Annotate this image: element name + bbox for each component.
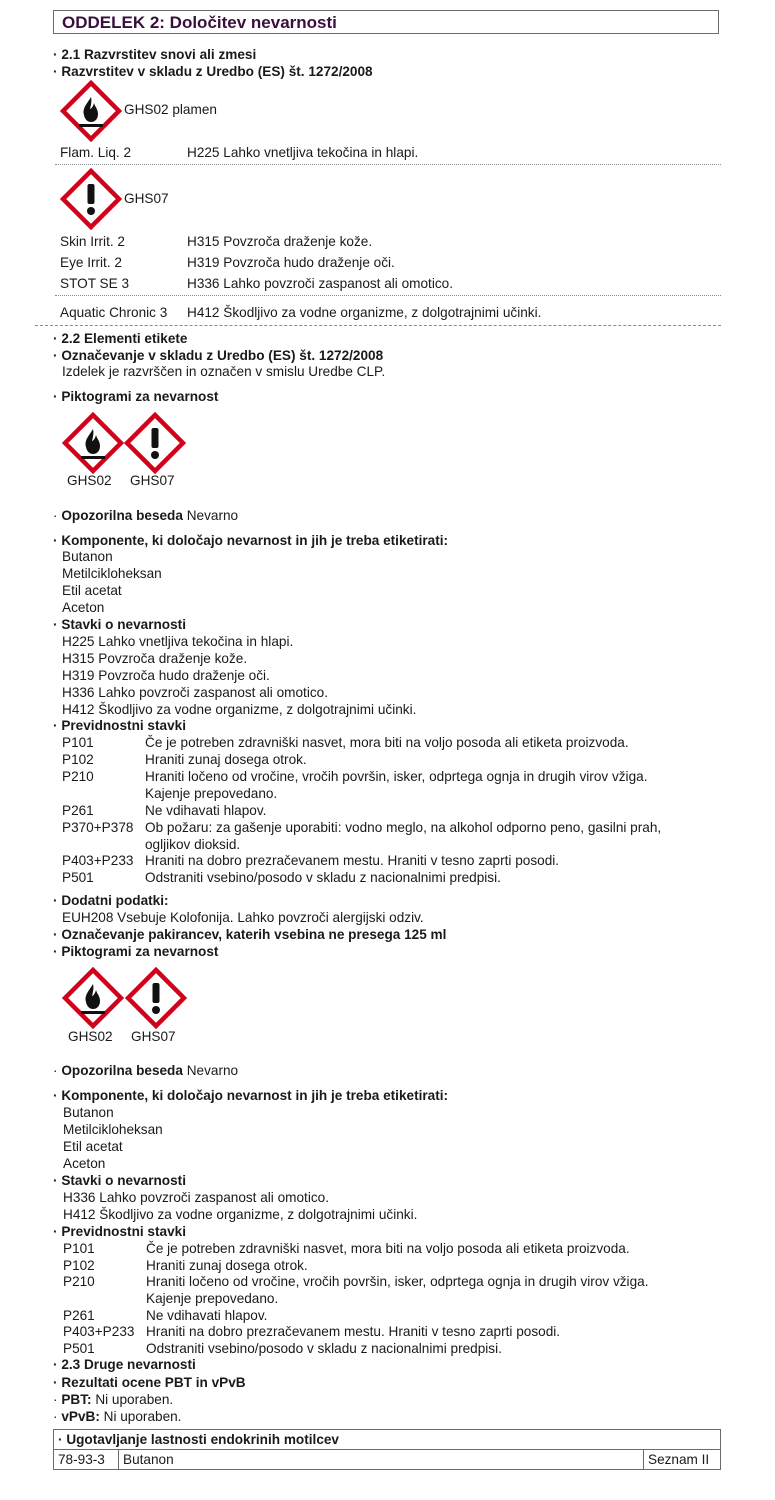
- hazard-statement: H336 Lahko povzroči zaspanost ali omotico.: [63, 1190, 329, 1205]
- precaution-text: Ob požaru: za gašenje uporabiti: vodno meglo, na alkohol odporno peno, gasilni prah,: [145, 820, 662, 835]
- precaution-code: P101: [63, 1241, 95, 1256]
- cas-cell: 78-93-3: [54, 1450, 119, 1470]
- precaution-code: P102: [63, 1258, 95, 1273]
- precaution-title: · Previdnostni stavki: [53, 718, 186, 733]
- s22-title: · 2.2 Elementi etikete: [53, 331, 188, 346]
- ghs07-exclamation-icon: [60, 168, 122, 230]
- precaution-code: P370+P378: [62, 820, 134, 835]
- s21-subtitle: · Razvrstitev v skladu z Uredbo (ES) št. 1272/2008: [53, 64, 373, 79]
- precaution-text: Ne vdihavati hlapov.: [145, 803, 267, 818]
- precaution-text: Hraniti zunaj dosega otrok.: [145, 752, 307, 767]
- precaution-text-cont: Kajenje prepovedano.: [145, 786, 278, 801]
- hazard-statement: H412 Škodljivo za vodne organizme, z dolgotrajnimi učinki.: [62, 702, 417, 717]
- precaution-text: Hraniti ločeno od vročine, vročih površin, isker, odprtega ognja in drugih virov vžiga.: [145, 769, 648, 784]
- section-title: ODDELEK 2: Določitev nevarnosti: [62, 13, 337, 32]
- precaution-text: Če je potreben zdravniški nasvet, mora biti na voljo posoda ali etiketa proizvoda.: [145, 735, 629, 750]
- pbt-title: · Rezultati ocene PBT in vPvB: [53, 1375, 246, 1390]
- pictogram-label: GHS07: [130, 473, 175, 488]
- precaution-code: P210: [63, 1274, 95, 1289]
- endocrine-title: · Ugotavljanje lastnosti endokrinih motilcev: [54, 1430, 721, 1450]
- pbt-line: · PBT: Ni uporaben.: [53, 1392, 174, 1407]
- class-code: Eye Irrit. 2: [60, 255, 122, 270]
- class-text: H412 Škodljivo za vodne organizme, z dolgotrajnimi učinki.: [187, 305, 542, 320]
- component-item: Metilcikloheksan: [63, 1122, 163, 1137]
- class-text: H225 Lahko vnetljiva tekočina in hlapi.: [187, 145, 419, 160]
- s22-note: Izdelek je razvrščen in označen v smislu Uredbe CLP.: [62, 364, 386, 379]
- class-code: Skin Irrit. 2: [60, 234, 125, 249]
- component-item: Metilcikloheksan: [62, 566, 162, 581]
- class-text: H315 Povzroča draženje kože.: [187, 234, 373, 249]
- s23-title: · 2.3 Druge nevarnosti: [53, 1357, 196, 1372]
- precaution-code: P261: [63, 1308, 95, 1323]
- components-title: · Komponente, ki določajo nevarnost in jih je treba etiketirati:: [53, 533, 449, 548]
- signal-word: · Opozorilna beseda Nevarno: [53, 1063, 239, 1078]
- hazard-statement: H319 Povzroča hudo draženje oči.: [62, 668, 270, 683]
- pictogram-label: GHS07: [131, 1029, 176, 1044]
- precaution-code: P261: [62, 803, 94, 818]
- precaution-text: Hraniti zunaj dosega otrok.: [146, 1258, 308, 1273]
- precaution-text: Hraniti na dobro prezračevanem mestu. Hraniti v tesno zaprti posodi.: [145, 853, 560, 868]
- precaution-code: P101: [62, 735, 94, 750]
- ghs07-label: GHS07: [124, 191, 169, 206]
- precaution-text: Če je potreben zdravniški nasvet, mora biti na voljo posoda ali etiketa proizvoda.: [146, 1241, 630, 1256]
- class-code: Aquatic Chronic 3: [60, 305, 168, 320]
- table-row: [54, 1450, 721, 1470]
- ghs07-exclamation-icon: [124, 412, 186, 474]
- s22-subtitle: · Označevanje v skladu z Uredbo (ES) št. 1272/2008: [53, 348, 384, 363]
- pictograms-title: · Piktogrami za nevarnost: [53, 389, 219, 404]
- precaution-text: Hraniti ločeno od vročine, vročih površin, isker, odprtega ognja in drugih virov vžiga.: [146, 1274, 649, 1289]
- precaution-code: P403+P233: [62, 853, 134, 868]
- section-header: [53, 10, 719, 34]
- hazard-statement: H412 Škodljivo za vodne organizme, z dolgotrajnimi učinki.: [63, 1207, 418, 1222]
- precaution-code: P501: [63, 1341, 95, 1356]
- small-pack-title: · Označevanje pakirancev, katerih vsebina ne presega 125 ml: [53, 927, 447, 942]
- component-item: Butanon: [63, 1105, 114, 1120]
- section-divider: [35, 325, 721, 326]
- components-title: · Komponente, ki določajo nevarnost in jih je treba etiketirati:: [53, 1088, 449, 1103]
- substance-cell: Butanon: [119, 1450, 644, 1470]
- pictograms-title: · Piktogrami za nevarnost: [53, 944, 219, 959]
- precaution-text-cont: Kajenje prepovedano.: [146, 1291, 279, 1306]
- hazard-statement: H225 Lahko vnetljiva tekočina in hlapi.: [62, 634, 294, 649]
- precaution-text-cont: ogljikov dioksid.: [145, 837, 241, 852]
- signal-word: · Opozorilna beseda Nevarno: [53, 508, 239, 523]
- list-cell: Seznam II: [644, 1450, 721, 1470]
- component-item: Aceton: [62, 600, 105, 615]
- precaution-code: P102: [62, 752, 94, 767]
- component-item: Aceton: [63, 1156, 106, 1171]
- divider: [55, 164, 721, 165]
- s21-title: · 2.1 Razvrstitev snovi ali zmesi: [53, 47, 257, 62]
- hazard-title: · Stavki o nevarnosti: [53, 617, 186, 632]
- precaution-text: Odstraniti vsebino/posodo v skladu z nacionalnimi predpisi.: [145, 870, 501, 885]
- component-item: Etil acetat: [63, 1139, 123, 1154]
- component-item: Etil acetat: [62, 583, 122, 598]
- pictogram-label: GHS02: [68, 1029, 113, 1044]
- precaution-title: · Previdnostni stavki: [53, 1224, 186, 1239]
- endocrine-table: [53, 1429, 721, 1470]
- hazard-title: · Stavki o nevarnosti: [53, 1173, 186, 1188]
- hazard-statement: H336 Lahko povzroči zaspanost ali omotico.: [62, 685, 328, 700]
- precaution-code: P403+P233: [63, 1324, 135, 1339]
- class-text: H336 Lahko povzroči zaspanost ali omotico.: [187, 276, 453, 291]
- hazard-statement: H315 Povzroča draženje kože.: [62, 651, 248, 666]
- precaution-text: Ne vdihavati hlapov.: [146, 1308, 268, 1323]
- precaution-text: Odstraniti vsebino/posodo v skladu z nacionalnimi predpisi.: [146, 1341, 502, 1356]
- precaution-code: P210: [62, 769, 94, 784]
- precaution-code: P501: [62, 870, 94, 885]
- class-code: STOT SE 3: [60, 276, 130, 291]
- ghs02-label: GHS02 plamen: [124, 102, 217, 117]
- ghs02-flame-icon: [62, 967, 124, 1029]
- component-item: Butanon: [62, 549, 113, 564]
- extra-text: EUH208 Vsebuje Kolofonija. Lahko povzroči alergijski odziv.: [62, 910, 424, 925]
- extra-title: · Dodatni podatki:: [53, 893, 169, 908]
- pictogram-label: GHS02: [67, 473, 112, 488]
- precaution-text: Hraniti na dobro prezračevanem mestu. Hraniti v tesno zaprti posodi.: [146, 1324, 561, 1339]
- ghs02-flame-icon: [60, 80, 122, 142]
- table-header-row: [54, 1430, 721, 1450]
- class-text: H319 Povzroča hudo draženje oči.: [187, 255, 395, 270]
- ghs07-exclamation-icon: [125, 967, 187, 1029]
- ghs02-flame-icon: [62, 412, 124, 474]
- vpvb-line: · vPvB: Ni uporaben.: [53, 1409, 182, 1424]
- divider: [55, 295, 721, 296]
- class-code: Flam. Liq. 2: [60, 145, 132, 160]
